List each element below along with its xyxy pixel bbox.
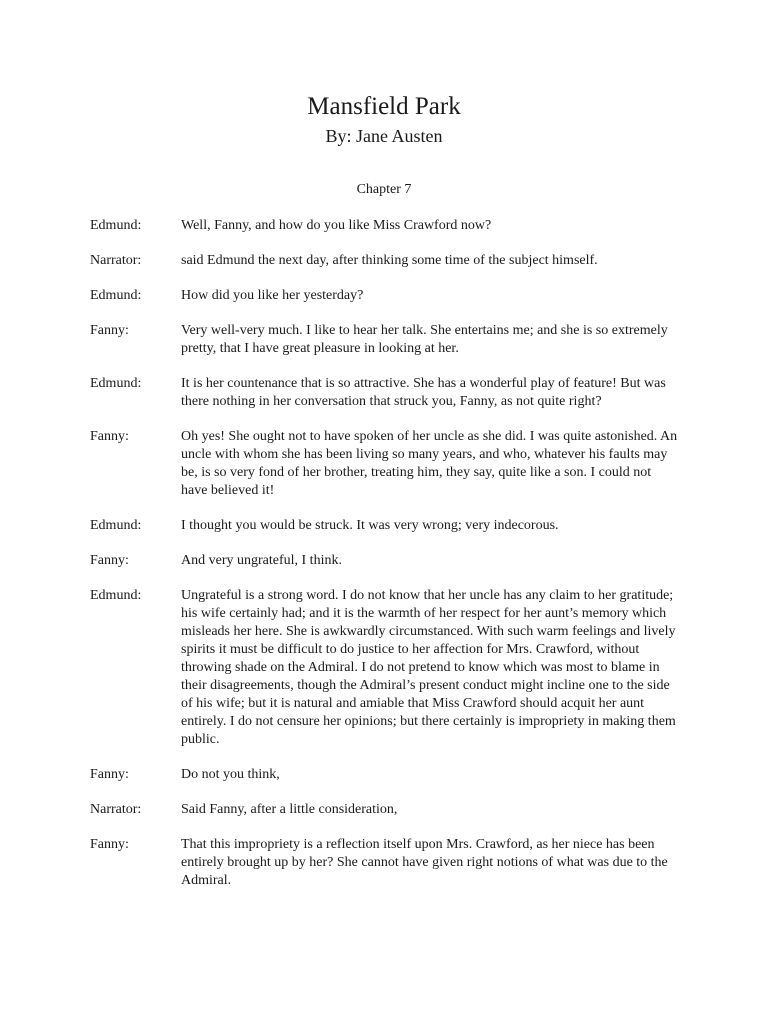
chapter-heading: Chapter 7 [356,182,412,197]
speaker-name: Narrator: [90,253,142,268]
speech-text: That this impropriety is a reflection itself upon Mrs. Crawford, as her niece has been entirely brought up by her? She cannot have given right notions of what was due to the Admiral. [181,837,668,888]
speaker-name: Edmund: [90,518,142,533]
speaker-name: Fanny: [90,429,129,444]
speech-text: Ungrateful is a strong word. I do not know that her uncle has any claim to her gratitude; his wife certainly had; and it is the warmth of her respect for her aunt’s memory which misleads her here. She is awkwardly circumstanced. With such warm feelings and lively spirits it must be difficult to do justice to her affection for Mrs. Crawford, without throwing shade on the Admiral. I do not pretend to know which was most to blame in their disagreements, though the Admiral’s present conduct might incline one to the side of his wife; but it is natural and amiable that Miss Crawford should acquit her aunt entirely. I do not censure her opinions; but there certainly is impropriety in making them public. [181,588,676,747]
dialogue-line [90,517,690,535]
dialogue-list [90,217,690,907]
dialogue-line [90,287,690,305]
speech-text: Said Fanny, after a little consideration, [181,802,398,817]
speaker-name: Fanny: [90,323,129,338]
dialogue-line [90,766,690,784]
speech-text: Oh yes! She ought not to have spoken of her uncle as she did. I was quite astonished. An uncle with whom she has been living so many years, and who, whatever his faults may be, is so very fond of her brother, treating him, they say, quite like a son. I could not have believed it! [181,429,678,498]
speech-text: I thought you would be struck. It was very wrong; very indecorous. [181,518,559,533]
dialogue-line [90,322,690,358]
dialogue-line [90,428,690,500]
speech-text: And very ungrateful, I think. [181,553,342,568]
dialogue-line [90,375,690,411]
speech-text: said Edmund the next day, after thinking some time of the subject himself. [181,253,598,268]
dialogue-line [90,801,690,819]
document-author: By: Jane Austen [325,126,443,146]
dialogue-line [90,836,690,890]
speaker-name: Fanny: [90,553,129,568]
speech-text: Well, Fanny, and how do you like Miss Crawford now? [181,218,492,233]
speaker-name: Edmund: [90,218,142,233]
dialogue-line [90,252,690,270]
speaker-name: Narrator: [90,802,142,817]
speech-text: How did you like her yesterday? [181,288,364,303]
dialogue-line [90,587,690,749]
speech-text: Do not you think, [181,767,280,782]
speaker-name: Fanny: [90,837,129,852]
dialogue-line [90,217,690,235]
speaker-name: Edmund: [90,376,142,391]
speech-text: Very well-very much. I like to hear her talk. She entertains me; and she is so extremely pretty, that I have great pleasure in looking at her. [181,323,668,356]
speaker-name: Edmund: [90,588,142,603]
speaker-name: Edmund: [90,288,142,303]
speaker-name: Fanny: [90,767,129,782]
speech-text: It is her countenance that is so attractive. She has a wonderful play of feature! But was there nothing in her conversation that struck you, Fanny, as not quite right? [181,376,666,409]
document-title: Mansfield Park [307,93,461,120]
dialogue-line [90,552,690,570]
